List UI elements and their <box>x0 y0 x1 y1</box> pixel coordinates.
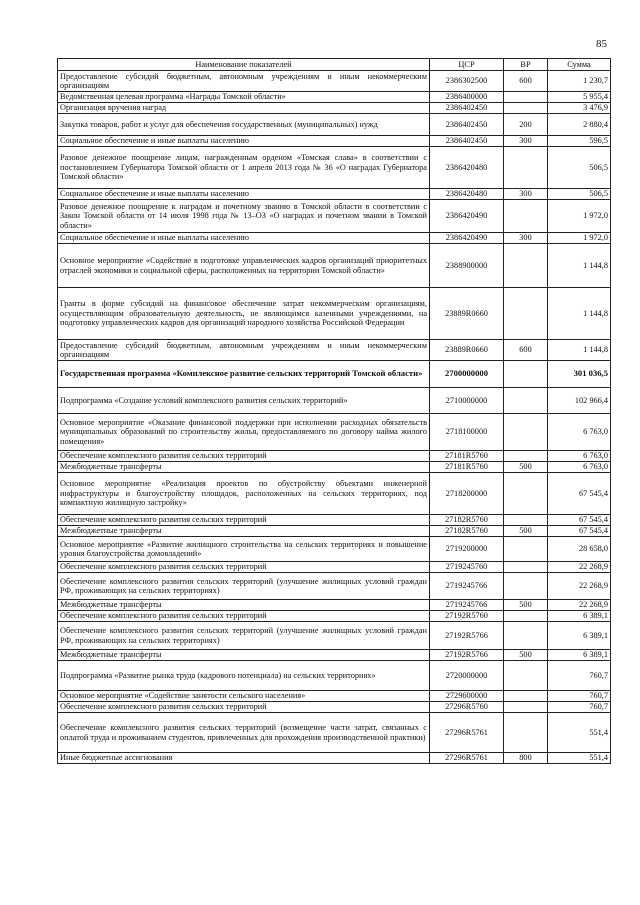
row-vr-cell <box>504 573 548 600</box>
budget-table <box>57 58 611 764</box>
row-csr-cell: 2718100000 <box>430 414 504 451</box>
header-name: Наименование показателей <box>58 59 430 71</box>
row-csr-cell: 2729600000 <box>430 691 504 702</box>
page-number: 85 <box>596 38 607 50</box>
header-sum: Сумма <box>548 59 611 71</box>
row-vr-cell: 200 <box>504 114 548 136</box>
row-name-cell: Обеспечение комплексного развития сельских территорий <box>58 702 430 713</box>
row-csr-cell: 27192R5766 <box>430 650 504 661</box>
table-row <box>58 147 611 189</box>
row-sum-cell: 551,4 <box>548 753 611 764</box>
row-vr-cell <box>504 661 548 691</box>
table-row <box>58 71 611 92</box>
row-csr-cell: 27296R5761 <box>430 713 504 753</box>
row-vr-cell <box>504 702 548 713</box>
row-sum-cell: 506,5 <box>548 189 611 200</box>
row-vr-cell <box>504 147 548 189</box>
row-sum-cell: 28 658,0 <box>548 537 611 562</box>
row-vr-cell <box>504 288 548 340</box>
row-sum-cell: 1 972,0 <box>548 200 611 233</box>
table-row <box>58 526 611 537</box>
row-vr-cell: 300 <box>504 136 548 147</box>
row-csr-cell: 2386420480 <box>430 189 504 200</box>
row-sum-cell: 3 476,9 <box>548 103 611 114</box>
row-csr-cell: 2719245766 <box>430 573 504 600</box>
row-name-cell: Социальное обеспечение и иные выплаты населению <box>58 189 430 200</box>
row-csr-cell: 27296R5760 <box>430 702 504 713</box>
row-sum-cell: 22 268,9 <box>548 562 611 573</box>
row-name-cell: Закупка товаров, работ и услуг для обеспечения государственных (муниципальных) нужд <box>58 114 430 136</box>
row-vr-cell <box>504 244 548 288</box>
row-vr-cell <box>504 414 548 451</box>
table-row <box>58 388 611 414</box>
row-csr-cell: 2719245760 <box>430 562 504 573</box>
row-name-cell: Основное мероприятие «Содействие занятости сельского населения» <box>58 691 430 702</box>
row-csr-cell: 2719200000 <box>430 537 504 562</box>
row-csr-cell: 2386302500 <box>430 71 504 92</box>
row-sum-cell: 67 545,4 <box>548 515 611 526</box>
row-vr-cell <box>504 713 548 753</box>
table-row <box>58 753 611 764</box>
table-row <box>58 340 611 361</box>
row-name-cell: Основное мероприятие «Реализация проектов по обустройству объектами инженерной инфраструктуры и благоустройству площадок, расположенных на сельских территориях, под компактную жилищную застройку» <box>58 473 430 515</box>
row-name-cell: Социальное обеспечение и иные выплаты населению <box>58 233 430 244</box>
row-name-cell: Обеспечение комплексного развития сельских территорий <box>58 515 430 526</box>
row-vr-cell: 500 <box>504 526 548 537</box>
row-vr-cell <box>504 451 548 462</box>
table-row <box>58 661 611 691</box>
row-vr-cell <box>504 473 548 515</box>
row-vr-cell <box>504 92 548 103</box>
header-vr: ВР <box>504 59 548 71</box>
row-sum-cell: 102 966,4 <box>548 388 611 414</box>
table-row <box>58 288 611 340</box>
row-sum-cell: 1 144,8 <box>548 244 611 288</box>
row-csr-cell: 27192R5760 <box>430 611 504 622</box>
row-vr-cell <box>504 562 548 573</box>
header-csr: ЦСР <box>430 59 504 71</box>
row-sum-cell: 301 036,5 <box>548 361 611 388</box>
table-row <box>58 515 611 526</box>
table-row <box>58 189 611 200</box>
row-csr-cell: 2719245766 <box>430 600 504 611</box>
row-csr-cell: 2386420490 <box>430 200 504 233</box>
row-vr-cell <box>504 537 548 562</box>
row-name-cell: Гранты в форме субсидий на финансовое обеспечение затрат некоммерческим организациям, осуществляющим образовательную деятельность, не являющимся казенными учреждениями, на подготовку управленческих кадров для организаций народного хозяйства Российской Федерации <box>58 288 430 340</box>
row-name-cell: Организация вручения наград <box>58 103 430 114</box>
table-row <box>58 650 611 661</box>
table-row <box>58 361 611 388</box>
row-vr-cell: 300 <box>504 233 548 244</box>
table-row <box>58 611 611 622</box>
row-csr-cell: 27181R5760 <box>430 462 504 473</box>
table-row <box>58 713 611 753</box>
row-sum-cell: 22 268,9 <box>548 600 611 611</box>
table-row <box>58 114 611 136</box>
row-name-cell: Обеспечение комплексного развития сельских территорий <box>58 562 430 573</box>
row-sum-cell: 506,5 <box>548 147 611 189</box>
row-vr-cell: 500 <box>504 650 548 661</box>
table-row <box>58 702 611 713</box>
table-row <box>58 622 611 650</box>
row-name-cell: Государственная программа «Комплексное развитие сельских территорий Томской области» <box>58 361 430 388</box>
row-sum-cell: 1 144,8 <box>548 288 611 340</box>
table-row <box>58 233 611 244</box>
row-sum-cell: 760,7 <box>548 702 611 713</box>
row-csr-cell: 27182R5760 <box>430 515 504 526</box>
row-sum-cell: 1 144,8 <box>548 340 611 361</box>
row-csr-cell: 2386402450 <box>430 103 504 114</box>
row-name-cell: Социальное обеспечение и иные выплаты населению <box>58 136 430 147</box>
row-vr-cell: 500 <box>504 600 548 611</box>
row-name-cell: Иные бюджетные ассигнования <box>58 753 430 764</box>
row-vr-cell <box>504 103 548 114</box>
row-name-cell: Ведомственная целевая программа «Награды Томской области» <box>58 92 430 103</box>
row-sum-cell: 1 972,0 <box>548 233 611 244</box>
table-row <box>58 462 611 473</box>
table-row <box>58 200 611 233</box>
row-csr-cell: 2388900000 <box>430 244 504 288</box>
table-row <box>58 136 611 147</box>
table-row <box>58 451 611 462</box>
row-sum-cell: 6 763,0 <box>548 414 611 451</box>
row-vr-cell <box>504 388 548 414</box>
row-sum-cell: 760,7 <box>548 691 611 702</box>
row-name-cell: Разовое денежное поощрение лицам, награжденным орденом «Томская слава» в соответствии с постановлением Губернатора Томской области от 1 апреля 2013 года № 36 «О наградах Губернатора Томской области» <box>58 147 430 189</box>
table-row <box>58 414 611 451</box>
row-csr-cell: 2386402450 <box>430 114 504 136</box>
row-vr-cell <box>504 622 548 650</box>
row-sum-cell: 760,7 <box>548 661 611 691</box>
row-csr-cell: 27182R5760 <box>430 526 504 537</box>
table-row <box>58 473 611 515</box>
row-name-cell: Основное мероприятие «Оказание финансовой поддержки при исполнении расходных обязательств муниципальных образований по строительству жилья, предоставляемого по договору найма жилого помещения» <box>58 414 430 451</box>
row-name-cell: Разовое денежное поощрение к наградам и почетному званию в Томской области в соответствии с Закон Томской области от 14 июля 1998 года № 13–ОЗ «О наградах и почетном звании в Томской области» <box>58 200 430 233</box>
row-vr-cell: 600 <box>504 71 548 92</box>
row-sum-cell: 596,5 <box>548 136 611 147</box>
row-vr-cell: 600 <box>504 340 548 361</box>
row-sum-cell: 22 268,9 <box>548 573 611 600</box>
row-sum-cell: 6 763,0 <box>548 462 611 473</box>
row-name-cell: Подпрограмма «Развитие рынка труда (кадрового потенциала) на сельских территориях» <box>58 661 430 691</box>
row-name-cell: Предоставление субсидий бюджетным, автономным учреждениям и иным некоммерческим организациям <box>58 340 430 361</box>
row-csr-cell: 23889R0660 <box>430 340 504 361</box>
row-name-cell: Обеспечение комплексного развития сельских территорий <box>58 611 430 622</box>
row-name-cell: Межбюджетные трансферты <box>58 650 430 661</box>
row-name-cell: Обеспечение комплексного развития сельских территорий <box>58 451 430 462</box>
row-csr-cell: 2386420490 <box>430 233 504 244</box>
row-csr-cell: 2718200000 <box>430 473 504 515</box>
table-row <box>58 537 611 562</box>
row-csr-cell: 27296R5761 <box>430 753 504 764</box>
table-row <box>58 691 611 702</box>
row-sum-cell: 551,4 <box>548 713 611 753</box>
row-sum-cell: 6 763,0 <box>548 451 611 462</box>
row-name-cell: Основное мероприятие «Содействие в подготовке управленческих кадров организаций приоритетных отраслей экономики и социальной сферы, расположенных на территории Томской области» <box>58 244 430 288</box>
table-row <box>58 103 611 114</box>
row-csr-cell: 27192R5766 <box>430 622 504 650</box>
table-header-row <box>58 59 611 71</box>
table-row <box>58 600 611 611</box>
row-csr-cell: 2710000000 <box>430 388 504 414</box>
row-csr-cell: 2386420480 <box>430 147 504 189</box>
row-csr-cell: 2720000000 <box>430 661 504 691</box>
row-vr-cell: 800 <box>504 753 548 764</box>
row-sum-cell: 67 545,4 <box>548 473 611 515</box>
row-vr-cell <box>504 515 548 526</box>
row-vr-cell <box>504 200 548 233</box>
row-vr-cell <box>504 361 548 388</box>
row-name-cell: Предоставление субсидий бюджетным, автономным учреждениям и иным некоммерческим организациям <box>58 71 430 92</box>
row-name-cell: Подпрограмма «Создание условий комплексного развития сельских территорий» <box>58 388 430 414</box>
row-sum-cell: 6 389,1 <box>548 611 611 622</box>
row-name-cell: Обеспечение комплексного развития сельских территорий (улучшение жилищных условий граждан РФ, проживающих на сельских территориях) <box>58 622 430 650</box>
row-name-cell: Обеспечение комплексного развития сельских территорий (улучшение жилищных условий граждан РФ, проживающих на сельских территориях) <box>58 573 430 600</box>
row-name-cell: Межбюджетные трансферты <box>58 526 430 537</box>
row-name-cell: Основное мероприятие «Развитие жилищного строительства на сельских территориях и повышение уровня благоустройства домовладений» <box>58 537 430 562</box>
row-vr-cell: 500 <box>504 462 548 473</box>
row-vr-cell <box>504 611 548 622</box>
row-csr-cell: 23889R0660 <box>430 288 504 340</box>
row-sum-cell: 6 389,1 <box>548 650 611 661</box>
row-vr-cell: 300 <box>504 189 548 200</box>
row-name-cell: Обеспечение комплексного развития сельских территорий (возмещение части затрат, связанных с оплатой труда и проживанием студентов, привлеченных для прохождения производственной практики) <box>58 713 430 753</box>
row-vr-cell <box>504 691 548 702</box>
row-sum-cell: 5 955,4 <box>548 92 611 103</box>
row-sum-cell: 6 389,1 <box>548 622 611 650</box>
row-name-cell: Межбюджетные трансферты <box>58 462 430 473</box>
row-csr-cell: 2700000000 <box>430 361 504 388</box>
row-csr-cell: 2386402450 <box>430 136 504 147</box>
table-row <box>58 92 611 103</box>
table-row <box>58 244 611 288</box>
row-csr-cell: 2386400000 <box>430 92 504 103</box>
row-sum-cell: 1 230,7 <box>548 71 611 92</box>
table-row <box>58 573 611 600</box>
row-sum-cell: 2 880,4 <box>548 114 611 136</box>
row-name-cell: Межбюджетные трансферты <box>58 600 430 611</box>
row-csr-cell: 27181R5760 <box>430 451 504 462</box>
table-row <box>58 562 611 573</box>
row-sum-cell: 67 545,4 <box>548 526 611 537</box>
